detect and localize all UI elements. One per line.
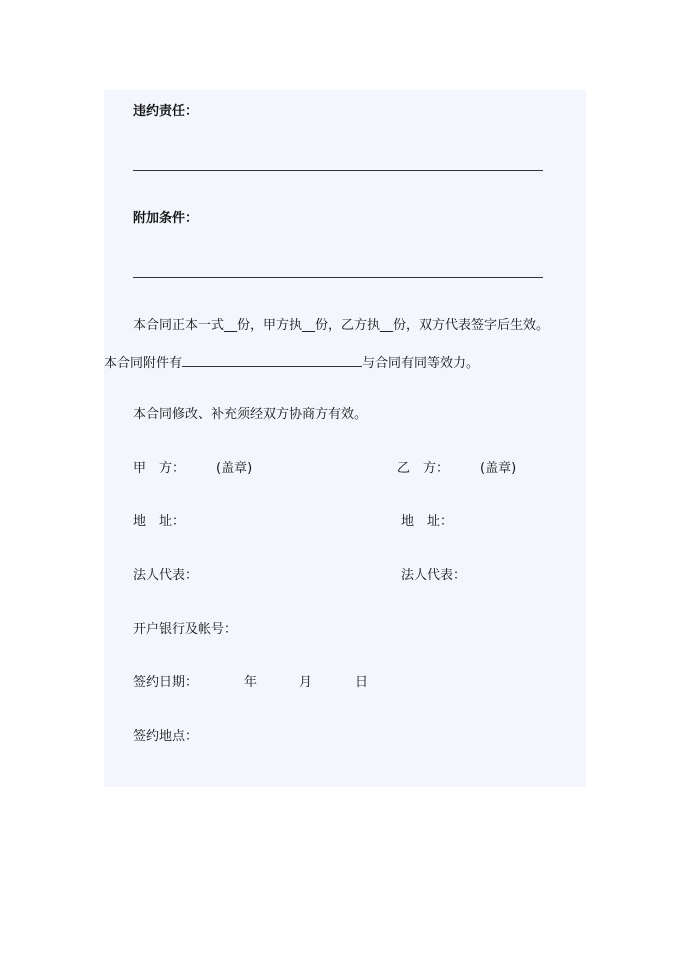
sign-date-day: 日 bbox=[355, 675, 369, 690]
additional-terms-heading: 附加条件： bbox=[133, 211, 199, 226]
party-b-legal-rep: 法人代表： bbox=[401, 568, 467, 583]
copies-clause: 本合同正本一式__份，甲方执__份，乙方执__份，双方代表签字后生效。 bbox=[133, 318, 550, 333]
party-a-label: 甲 方： bbox=[133, 461, 186, 476]
attachments-blank[interactable] bbox=[182, 354, 362, 367]
party-b-seal: (盖章) bbox=[480, 461, 517, 476]
party-b-label: 乙 方： bbox=[397, 461, 450, 476]
sign-date-month: 月 bbox=[299, 675, 313, 690]
party-b-address: 地 址： bbox=[401, 514, 454, 529]
attachments-suffix: 与合同有同等效力。 bbox=[362, 356, 480, 371]
additional-terms-blank-line[interactable] bbox=[133, 277, 543, 278]
breach-liability-blank-line[interactable] bbox=[133, 170, 543, 171]
attachments-prefix: 本合同附件有 bbox=[104, 356, 183, 371]
sign-place-label: 签约地点： bbox=[133, 729, 199, 744]
party-a-legal-rep: 法人代表： bbox=[133, 568, 199, 583]
bank-account-label: 开户银行及帐号： bbox=[133, 622, 238, 637]
sign-date-label: 签约日期： bbox=[133, 675, 199, 690]
party-a-address: 地 址： bbox=[133, 514, 186, 529]
attachments-clause bbox=[104, 354, 479, 372]
amendment-clause: 本合同修改、补充须经双方协商方有效。 bbox=[133, 407, 368, 422]
sign-date-year: 年 bbox=[244, 675, 258, 690]
party-a-seal: (盖章) bbox=[216, 461, 253, 476]
breach-liability-heading: 违约责任： bbox=[133, 104, 199, 119]
